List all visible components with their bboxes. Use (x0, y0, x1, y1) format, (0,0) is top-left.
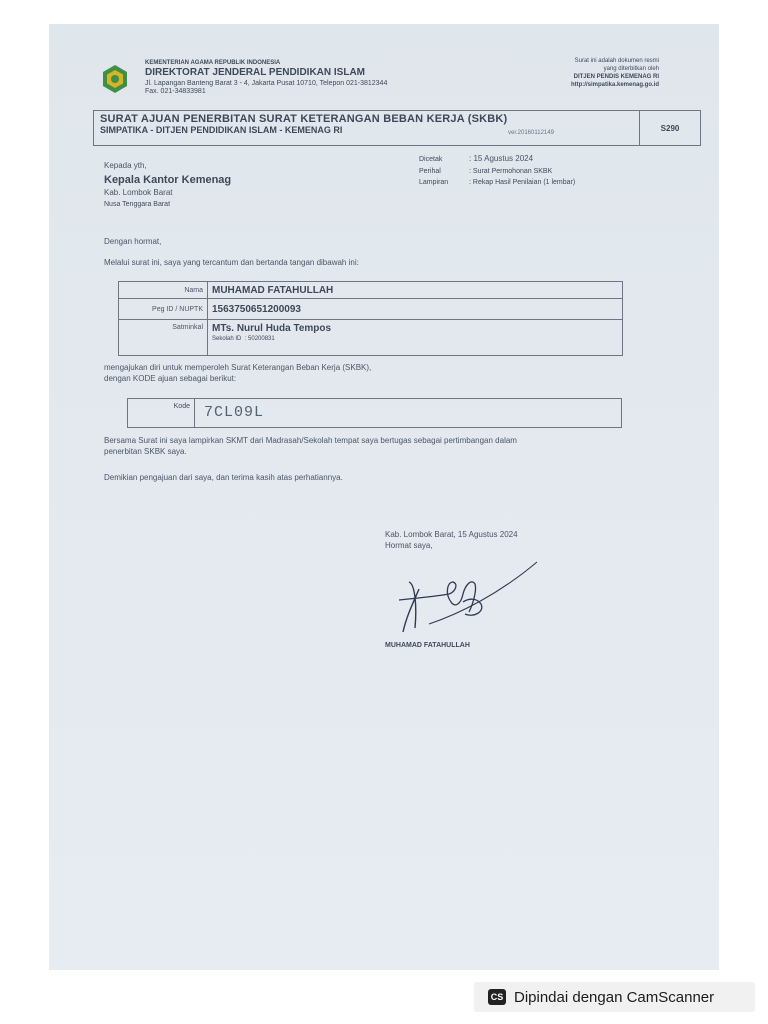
letterhead-address: Jl. Lapangan Banteng Barat 3 - 4, Jakarta Pusat 10710, Telepon 021-3812344 (145, 80, 388, 87)
letterhead-fax: Fax. 021-34833981 (145, 88, 206, 95)
school-id (212, 336, 618, 343)
pegid-value: 1563750651200093 (208, 299, 623, 320)
request-text-2: dengan KODE ajuan sebagai berikut: (104, 374, 237, 383)
intro-text: Melalui surat ini, saya yang tercantum dan bertanda tangan dibawah ini: (104, 258, 359, 267)
recipient-name: Kepala Kantor Kemenag (104, 174, 232, 186)
letter-subtitle: SIMPATIKA - DITJEN PENDIDIKAN ISLAM - KEMENAG RI (100, 125, 343, 135)
signature-place-date: Kab. Lombok Barat, 15 Agustus 2024 (385, 530, 518, 539)
identity-row-pegid (119, 299, 623, 320)
greeting: Dengan hormat, (104, 237, 162, 246)
name-value: MUHAMAD FATAHULLAH (208, 282, 623, 299)
kemenag-logo-icon (101, 64, 129, 94)
identity-row-name (119, 282, 623, 299)
camscanner-text: Dipindai dengan CamScanner (514, 988, 715, 1006)
signatory-name: MUHAMAD FATAHULLAH (385, 642, 470, 649)
identity-row-satminkal (119, 320, 623, 356)
official-note-3: DITJEN PENDIS KEMENAG RI (573, 74, 659, 80)
attachment-text-2: penerbitan SKBK saya. (104, 447, 187, 456)
directorate-name: DIREKTORAT JENDERAL PENDIDIKAN ISLAM (145, 67, 366, 78)
kode-label-cell (128, 399, 195, 427)
ministry-name: KEMENTERIAN AGAMA REPUBLIK INDONESIA (145, 60, 281, 66)
printed-date: : 15 Agustus 2024 (469, 154, 534, 163)
attachment-text-1: Bersama Surat ini saya lampirkan SKMT dari Madrasah/Sekolah tempat saya bertugas sebagai pertimbangan dalam (104, 436, 517, 445)
pegid-label: Peg ID / NUPTK (119, 299, 208, 320)
attachment-label: Lampiran (419, 179, 449, 186)
official-note-1: Surat ini adalah dokumen resmi (574, 58, 659, 64)
recipient-district: Kab. Lombok Barat (104, 188, 173, 197)
scanned-letter (49, 24, 719, 970)
closing-text: Demikian pengajuan dari saya, dan terima kasih atas perhatiannya. (104, 473, 343, 482)
document-code: S290 (639, 111, 700, 145)
satminkal-cell (208, 320, 623, 356)
identity-table (118, 281, 623, 356)
school-id-value: : 50200831 (244, 336, 275, 342)
camscanner-logo-icon: CS (488, 989, 506, 1005)
letter-title: SURAT AJUAN PENERBITAN SURAT KETERANGAN BEBAN KERJA (SKBK) (100, 113, 508, 125)
subject-value: : Surat Permohonan SKBK (469, 168, 553, 175)
camscanner-watermark (474, 982, 755, 1012)
version-number: ver.20160112149 (508, 130, 554, 136)
kode-box (127, 398, 622, 428)
recipient-province: Nusa Tenggara Barat (104, 201, 171, 208)
signature-regards: Hormat saya, (385, 541, 433, 550)
recipient-salutation: Kepada yth, (104, 161, 147, 170)
attachment-value: : Rekap Hasil Penilaian (1 lembar) (469, 179, 576, 186)
satminkal-label: Satminkal (119, 320, 208, 356)
printed-label: Dicetak (419, 156, 443, 163)
handwritten-signature (389, 554, 549, 644)
official-note-2: yang diterbitkan oleh (603, 66, 659, 72)
title-box (93, 110, 701, 146)
official-note-url: http://simpatika.kemenag.go.id (570, 82, 659, 88)
subject-label: Perihal (419, 168, 441, 175)
school-id-label: Sekolah ID (212, 336, 242, 342)
request-text-1: mengajukan diri untuk memperoleh Surat Keterangan Beban Kerja (SKBK), (104, 363, 372, 372)
kode-label: Kode (173, 403, 190, 410)
kode-value: 7CL09L (204, 404, 265, 421)
name-label: Nama (119, 282, 208, 299)
satminkal-value: MTs. Nurul Huda Tempos (212, 323, 332, 334)
